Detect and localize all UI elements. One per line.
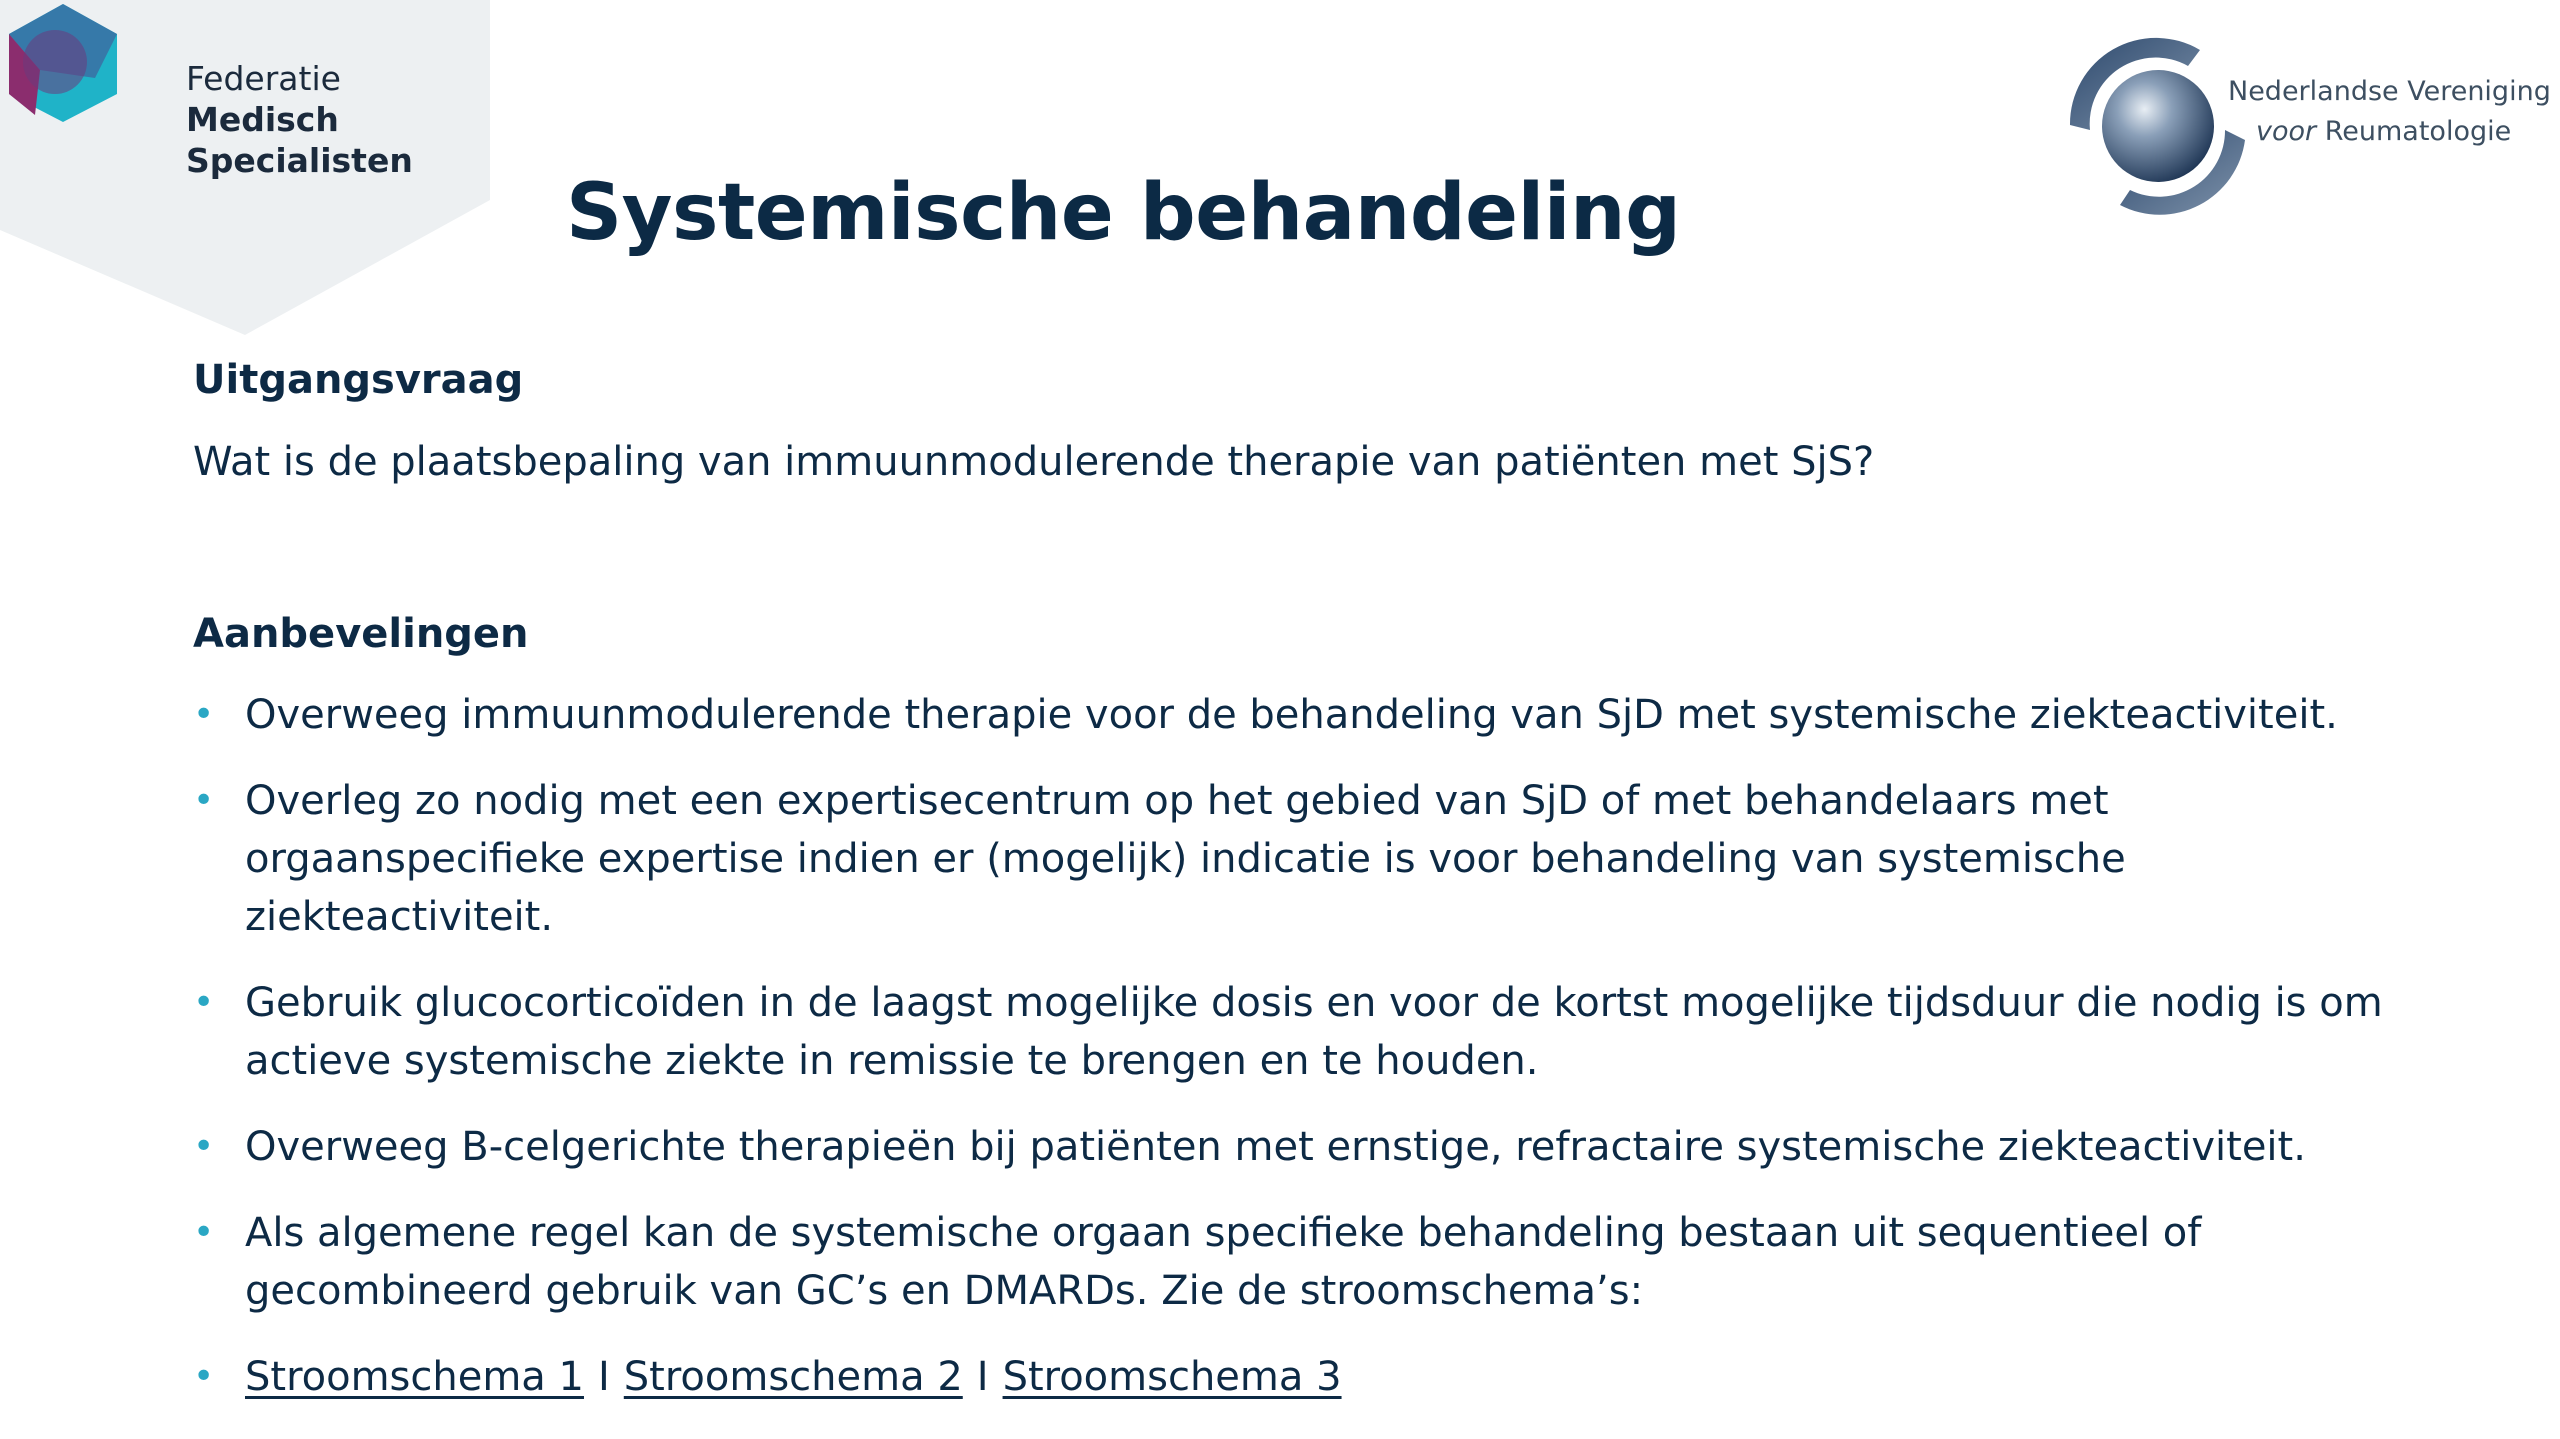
recommendation-text: Overleg zo nodig met een expertisecentrum op het gebied van SjD of met behandelaars met orgaanspecifieke expertise indien er (mogelijk) indicatie is voor behandeling van systemische ziekteactiviteit.	[245, 778, 2126, 940]
stroomschema-2-link[interactable]: Stroomschema 2	[623, 1354, 963, 1400]
nvr-logo	[2060, 30, 2551, 220]
recommendation-text: Gebruik glucocorticoïden in de laagst mogelijke dosis en voor de kortst mogelijke tijdsduur die nodig is om actieve systemische ziekte in remissie te brengen en te houden.	[245, 980, 2383, 1084]
fms-logo-line3: Specialisten	[186, 141, 413, 180]
link-separator: I	[976, 1354, 989, 1400]
recommendation-item	[193, 1118, 2423, 1176]
recommendation-text: Als algemene regel kan de systemische orgaan specifieke behandeling bestaan uit sequentieel of gecombineerd gebruik van GC’s en DMARDs. Zie de stroomschema’s:	[245, 1210, 2202, 1314]
fms-logo-panel	[0, 0, 490, 335]
bullet-icon: •	[193, 1212, 215, 1253]
bullet-icon: •	[193, 780, 215, 821]
bullet-icon: •	[193, 1356, 215, 1397]
stroomschema-1-link[interactable]: Stroomschema 1	[245, 1354, 584, 1400]
recommendation-text: Overweeg immuunmodulerende therapie voor de behandeling van SjD met systemische ziekteactiviteit.	[245, 692, 2338, 738]
nvr-logo-line2	[2228, 112, 2551, 152]
fms-logo-line2: Medisch	[186, 100, 339, 139]
slide-title: Systemische behandeling	[566, 168, 1681, 258]
question-text: Wat is de plaatsbepaling van immuunmodulerende therapie van patiënten met SjS?	[193, 439, 1875, 485]
bullet-icon: •	[193, 982, 215, 1023]
fms-logo-text	[186, 58, 413, 181]
bullet-icon: •	[193, 1126, 215, 1167]
slide-content	[193, 350, 2423, 1434]
recommendation-item	[193, 772, 2423, 946]
fms-hexagon-logo-icon	[0, 0, 126, 126]
flowchart-links	[193, 1348, 2423, 1406]
nvr-logo-line2-rest: Reumatologie	[2324, 116, 2512, 147]
recommendation-item	[193, 1204, 2423, 1320]
stroomschema-3-link[interactable]: Stroomschema 3	[1002, 1354, 1342, 1400]
recommendations-list	[193, 686, 2423, 1406]
recommendations-heading: Aanbevelingen	[193, 611, 529, 657]
recommendation-text: Overweeg B-celgerichte therapieën bij patiënten met ernstige, refractaire systemische ziekteactiviteit.	[245, 1124, 2306, 1170]
nvr-logo-line1: Nederlandse Vereniging	[2228, 76, 2551, 107]
link-separator: I	[597, 1354, 610, 1400]
recommendation-item	[193, 686, 2423, 744]
fms-logo-line1: Federatie	[186, 59, 341, 98]
bullet-icon: •	[193, 694, 215, 735]
nvr-logo-line2-italic: voor	[2256, 116, 2317, 147]
question-heading: Uitgangsvraag	[193, 357, 524, 403]
nvr-logo-text	[2228, 72, 2551, 152]
recommendation-item	[193, 974, 2423, 1090]
